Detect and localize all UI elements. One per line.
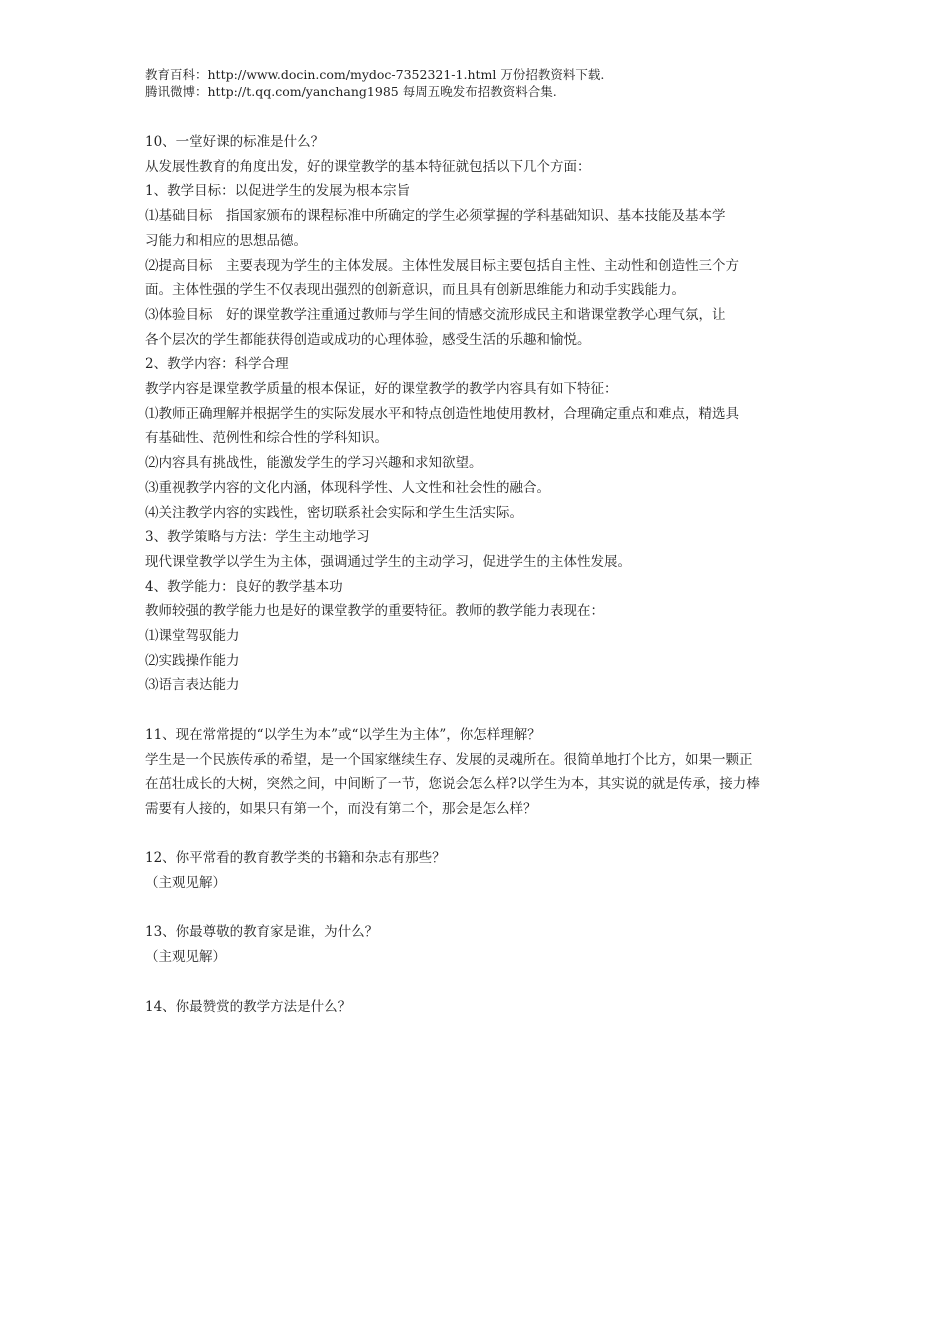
- text-line: 2、教学内容：科学合理: [145, 356, 289, 373]
- text-line: 在茁壮成长的大树，突然之间，中间断了一节，您说会怎么样?以学生为本，其实说的就是传承，接力棒: [145, 776, 760, 793]
- text-line: ⑷关注教学内容的实践性，密切联系社会实际和学生生活实际。: [145, 504, 523, 521]
- text-line: （主观见解）: [145, 875, 226, 892]
- text-line: 现代课堂教学以学生为主体，强调通过学生的主动学习，促进学生的主体性发展。: [145, 553, 631, 570]
- text-line: 10、一堂好课的标准是什么？: [145, 134, 325, 150]
- text-line: 14、你最赞赏的教学方法是什么？: [145, 998, 352, 1015]
- text-line: 12、你平常看的教育教学类的书籍和杂志有那些？: [145, 850, 446, 867]
- text-line: 从发展性教育的角度出发，好的课堂教学的基本特征就包括以下几个方面：: [145, 158, 591, 175]
- text-line: （主观见解）: [145, 949, 226, 966]
- text-line: 学生是一个民族传承的希望，是一个国家继续生存、发展的灵魂所在。很简单地打个比方，如果一颗正: [145, 751, 753, 768]
- page-header: [145, 66, 825, 100]
- text-line: 需要有人接的，如果只有第一个，而没有第二个，那会是怎么样？: [145, 800, 537, 817]
- text-line: 有基础性、范例性和综合性的学科知识。: [145, 430, 388, 447]
- text-line: ⑵实践操作能力: [145, 652, 240, 669]
- text-line: ⑵内容具有挑战性，能激发学生的学习兴趣和求知欲望。: [145, 455, 483, 472]
- text-line: ⑴基础目标 指国家颁布的课程标准中所确定的学生必须掌握的学科基础知识、基本技能及基本学: [145, 208, 726, 225]
- text-line: ⑴教师正确理解并根据学生的实际发展水平和特点创造性地使用教材，合理确定重点和难点，精选具: [145, 405, 739, 422]
- text-line: 11、现在常常提的“以学生为本”或“以学生为主体”，你怎样理解？: [145, 726, 541, 743]
- header-line-docin: 教育百科：http://www.docin.com/mydoc-7352321-1.html 万份招教资料下载.: [145, 67, 605, 82]
- text-line: 教师较强的教学能力也是好的课堂教学的重要特征。教师的教学能力表现在：: [145, 603, 604, 620]
- blank-line: [145, 896, 825, 921]
- header-line-weibo: 腾讯微博：http://t.qq.com/yanchang1985 每周五晚发布招教资料合集.: [145, 84, 557, 99]
- text-line: ⑵提高目标 主要表现为学生的主体发展。主体性发展目标主要包括自主性、主动性和创造性三个方: [145, 257, 739, 274]
- text-line: 13、你最尊敬的教育家是谁，为什么？: [145, 924, 379, 941]
- text-line: 面。主体性强的学生不仅表现出强烈的创新意识，而且具有创新思维能力和动手实践能力。: [145, 282, 685, 299]
- text-line: 3、教学策略与方法：学生主动地学习: [145, 529, 370, 546]
- text-line: 4、教学能力：良好的教学基本功: [145, 578, 343, 595]
- text-line: ⑶体验目标 好的课堂教学注重通过教师与学生间的情感交流形成民主和谐课堂教学心理气氛，让: [145, 306, 726, 323]
- document-body: [145, 130, 825, 1019]
- text-line: ⑴课堂驾驭能力: [145, 628, 240, 645]
- text-line: 教学内容是课堂教学质量的根本保证，好的课堂教学的教学内容具有如下特征：: [145, 381, 618, 398]
- text-line: ⑶重视教学内容的文化内涵，体现科学性、人文性和社会性的融合。: [145, 479, 550, 496]
- text-line: ⑶语言表达能力: [145, 677, 240, 694]
- blank-line: [145, 822, 825, 847]
- blank-line: [145, 970, 825, 995]
- text-line: 1、教学目标：以促进学生的发展为根本宗旨: [145, 183, 411, 200]
- blank-line: [145, 698, 825, 723]
- text-line: 习能力和相应的思想品德。: [145, 232, 307, 249]
- text-line: 各个层次的学生都能获得创造或成功的心理体验，感受生活的乐趣和愉悦。: [145, 331, 591, 348]
